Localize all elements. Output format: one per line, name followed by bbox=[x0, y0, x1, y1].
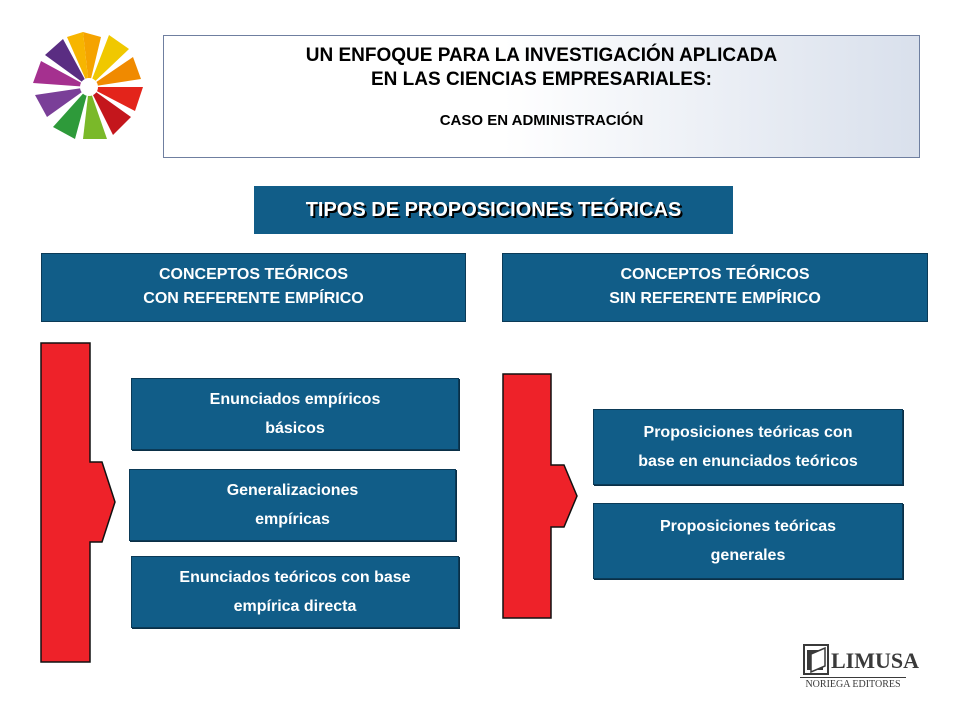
publisher-pinwheel-logo bbox=[28, 28, 150, 146]
logo-center bbox=[80, 78, 98, 96]
left-item-1-line-2: básicos bbox=[265, 420, 325, 437]
publisher-name: LIMUSA bbox=[831, 648, 920, 673]
left-item-3 bbox=[131, 556, 459, 628]
right-item-1 bbox=[593, 409, 903, 485]
left-item-3-line-2: empírica directa bbox=[233, 598, 357, 615]
left-item-1-line-1: Enunciados empíricos bbox=[209, 391, 381, 408]
right-item-2 bbox=[593, 503, 903, 579]
left-item-1 bbox=[131, 378, 459, 450]
section-title: TIPOS DE PROPOSICIONES TEÓRICAS bbox=[254, 186, 733, 234]
limusa-book-icon bbox=[803, 644, 831, 676]
right-bracket-arrow bbox=[502, 373, 582, 620]
left-category-line-2: CON REFERENTE EMPÍRICO bbox=[143, 290, 364, 307]
publisher-subtitle: NORIEGA EDITORES bbox=[800, 677, 906, 690]
left-item-3-line-1: Enunciados teóricos con base bbox=[179, 569, 411, 586]
title-line-3: CASO EN ADMINISTRACIÓN bbox=[439, 112, 644, 129]
right-category-box bbox=[502, 253, 928, 322]
title-line-2: EN LAS CIENCIAS EMPRESARIALES: bbox=[371, 69, 712, 90]
left-category-box bbox=[41, 253, 466, 322]
right-item-2-line-2: generales bbox=[710, 547, 786, 564]
left-item-2-line-1: Generalizaciones bbox=[226, 482, 359, 499]
right-item-1-line-1: Proposiciones teóricas con bbox=[643, 424, 853, 441]
right-item-2-line-1: Proposiciones teóricas bbox=[659, 518, 837, 535]
right-category-line-2: SIN REFERENTE EMPÍRICO bbox=[609, 290, 821, 307]
right-category-line-1: CONCEPTOS TEÓRICOS bbox=[620, 266, 810, 283]
title-line-1: UN ENFOQUE PARA LA INVESTIGACIÓN APLICADA bbox=[305, 45, 778, 66]
title-banner bbox=[163, 35, 920, 158]
left-category-line-1: CONCEPTOS TEÓRICOS bbox=[158, 266, 349, 283]
left-item-2 bbox=[129, 469, 456, 541]
left-bracket-arrow bbox=[40, 342, 120, 664]
left-item-2-line-2: empíricas bbox=[255, 511, 330, 528]
right-item-1-line-2: base en enunciados teóricos bbox=[638, 453, 858, 470]
